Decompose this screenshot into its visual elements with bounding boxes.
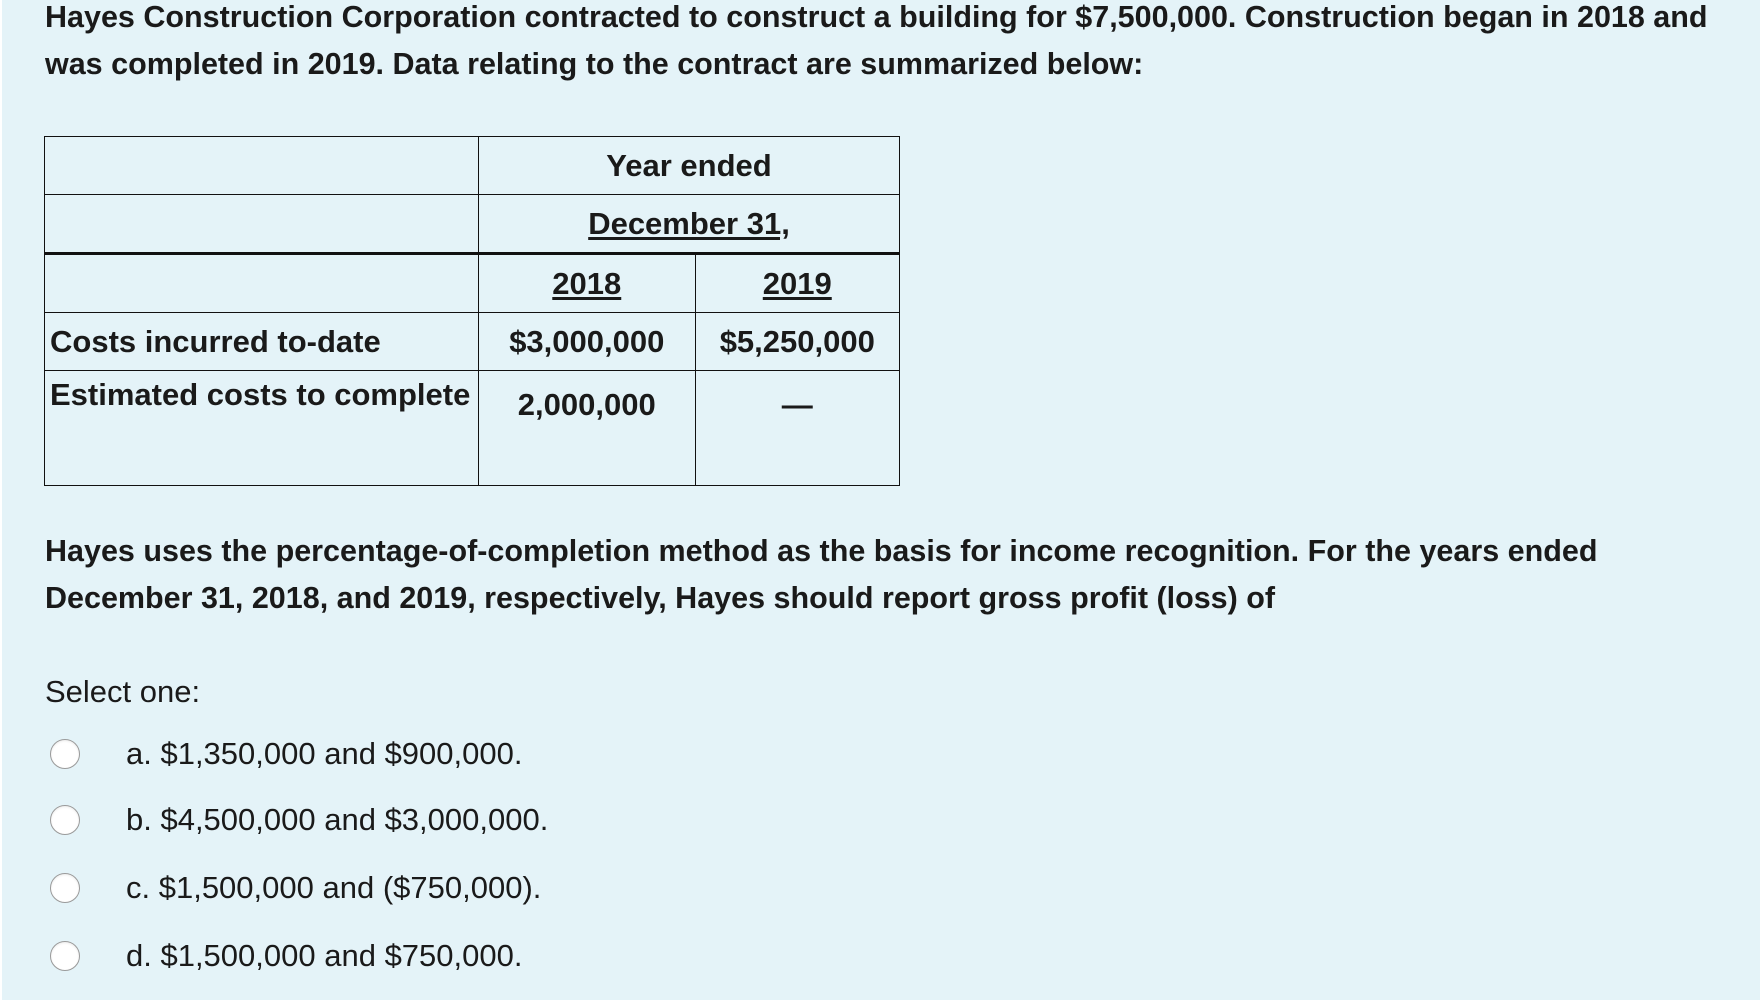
table-row [45, 371, 900, 486]
column-2018-header: 2018 [552, 265, 622, 301]
cell-2019-value: $5,250,000 [695, 313, 899, 371]
answer-option-label[interactable]: c. $1,500,000 and ($750,000). [126, 870, 542, 905]
answer-option-label[interactable]: a. $1,350,000 and $900,000. [126, 736, 523, 771]
table-header-row [45, 195, 900, 254]
answer-option-label[interactable]: d. $1,500,000 and $750,000. [126, 938, 523, 973]
cell-2019-value: — [695, 371, 899, 486]
answer-option-d[interactable] [50, 936, 522, 976]
header-december-31: December 31, [588, 205, 790, 241]
cell-2018-value: $3,000,000 [479, 313, 696, 371]
radio-button[interactable] [50, 873, 80, 903]
select-one-label: Select one: [45, 674, 201, 709]
contract-data-table [44, 136, 900, 486]
row-label: Estimated costs to complete [45, 371, 479, 486]
cell-2018-value: 2,000,000 [479, 371, 696, 486]
table-row [45, 313, 900, 371]
answer-option-c[interactable] [50, 868, 541, 908]
column-2019-header: 2019 [762, 265, 832, 301]
table-empty-cell [45, 137, 479, 195]
table-empty-cell [45, 195, 479, 254]
answer-option-a[interactable] [50, 734, 522, 774]
answer-option-label[interactable]: b. $4,500,000 and $3,000,000. [126, 802, 549, 837]
question-prompt: Hayes uses the percentage-of-completion method as the basis for income recognition. For the years ended December 31, 2018, and 2019, respectively, Hayes should report gross profit (loss) of [45, 534, 1598, 615]
radio-button[interactable] [50, 739, 80, 769]
answer-option-b[interactable] [50, 800, 548, 840]
radio-button[interactable] [50, 941, 80, 971]
radio-button[interactable] [50, 805, 80, 835]
header-year-ended: Year ended [479, 137, 900, 195]
question-panel [2, 0, 1760, 1000]
table-empty-cell [45, 254, 479, 313]
row-label: Costs incurred to-date [45, 313, 479, 371]
table-year-row [45, 254, 900, 313]
question-intro: Hayes Construction Corporation contracted to construct a building for $7,500,000. Construction began in 2018 and was completed in 2019. Data relating to the contract are summarized below: [45, 0, 1708, 81]
table-header-row [45, 137, 900, 195]
